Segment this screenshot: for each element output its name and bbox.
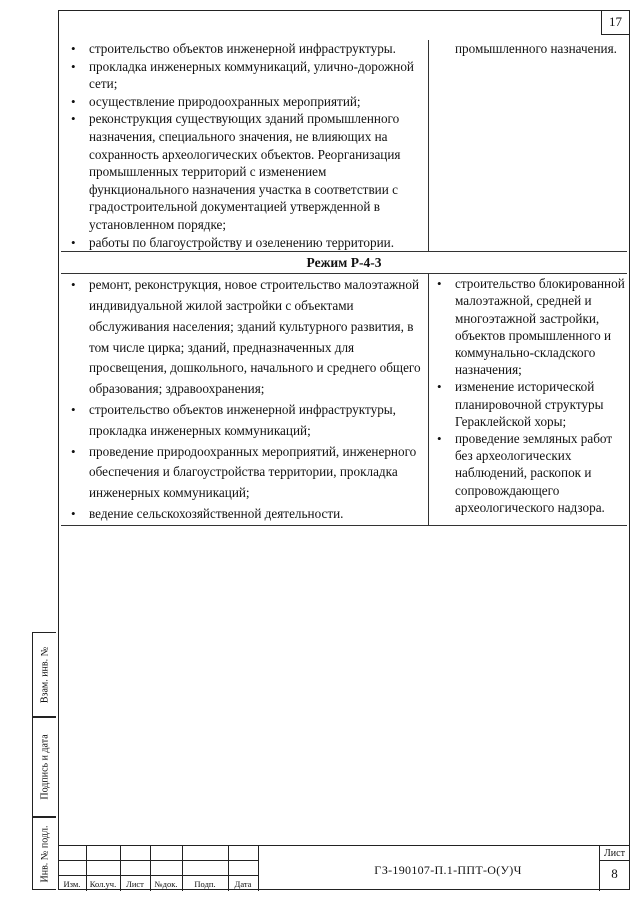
list-item: • проведение природоохранных мероприятий, инженерного обеспечения и благоустройства территории, прокладка инженерных коммуникаций; [67, 442, 428, 504]
regime-table [61, 40, 627, 526]
page-number: 17 [601, 11, 629, 35]
side-label-inv: Инв. № подл. [39, 825, 50, 882]
prohibited-cell [429, 40, 627, 251]
list-item: • прокладка инженерных коммуникаций, улично-дорожной сети; [67, 58, 428, 93]
list-item: • ремонт, реконструкция, новое строительство малоэтажной индивидуальной жилой застройки с объектами обслуживания населения; зданий культурного развития, в том числе цирка; зданий, предназначенных для просвещения, дошкольного, начального и среднего общего образования; здравоохранения; [67, 275, 428, 400]
title-block [58, 845, 630, 890]
list-item: • проведение земляных работ без археологических наблюдений, раскопок и сопровождающего археологического надзора. [433, 430, 627, 516]
allowed-cell [61, 274, 429, 525]
side-box-vzam [32, 632, 56, 717]
list-item: • осуществление природоохранных мероприятий; [67, 93, 428, 111]
stamp-label: Лист [126, 879, 144, 889]
table-row [61, 274, 627, 526]
prohibited-cell [429, 274, 627, 525]
list-item: • реконструкция существующих зданий промышленного назначения, специального значения, не влияющих на сохранность археологических объектов. Реорганизация промышленных территорий с изменением функционального назначения участка в соответствии с градостроительной документацией утвержденной в установленном порядке; [67, 110, 428, 233]
prohibited-text: промышленного назначения. [455, 41, 617, 56]
stamp-label: Подп. [194, 879, 216, 889]
sheet-label: Лист [604, 848, 625, 859]
prohibited-list [433, 275, 627, 516]
list-item: • строительство объектов инженерной инфраструктуры. [67, 40, 428, 58]
list-item: • строительство блокированной малоэтажной, средней и многоэтажной застройки, объектов промышленного и коммунально-складского назначения; [433, 275, 627, 378]
list-item: • изменение исторической планировочной структуры Гераклейской хоры; [433, 378, 627, 430]
list-item: • строительство объектов инженерной инфраструктуры, прокладка инженерных коммуникаций; [67, 400, 428, 442]
stamp-label: Кол.уч. [89, 879, 117, 889]
list-item: • ведение сельскохозяйственной деятельности. [67, 504, 428, 525]
table-row [61, 40, 627, 252]
stamp-divider [258, 846, 259, 891]
regime-heading: Режим Р-4-3 [306, 255, 382, 271]
side-label-vzam: Взам. инв. № [39, 646, 50, 703]
side-box-podpis [32, 717, 56, 817]
sheet-number: 8 [611, 866, 618, 881]
stamp-divider [599, 860, 630, 861]
allowed-list [67, 40, 428, 251]
list-item: • работы по благоустройству и озеленению территории. [67, 234, 428, 252]
stamp-label: Дата [234, 879, 252, 889]
allowed-cell [61, 40, 429, 251]
side-label-podpis: Подпись и дата [39, 734, 50, 800]
regime-heading-row [61, 252, 627, 274]
document-code: ГЗ-190107-П.1-ППТ-О(У)Ч [374, 863, 522, 877]
stamp-label: №док. [154, 879, 178, 889]
allowed-list [67, 275, 428, 525]
side-box-inv [32, 817, 56, 890]
stamp-label: Изм. [63, 879, 81, 889]
